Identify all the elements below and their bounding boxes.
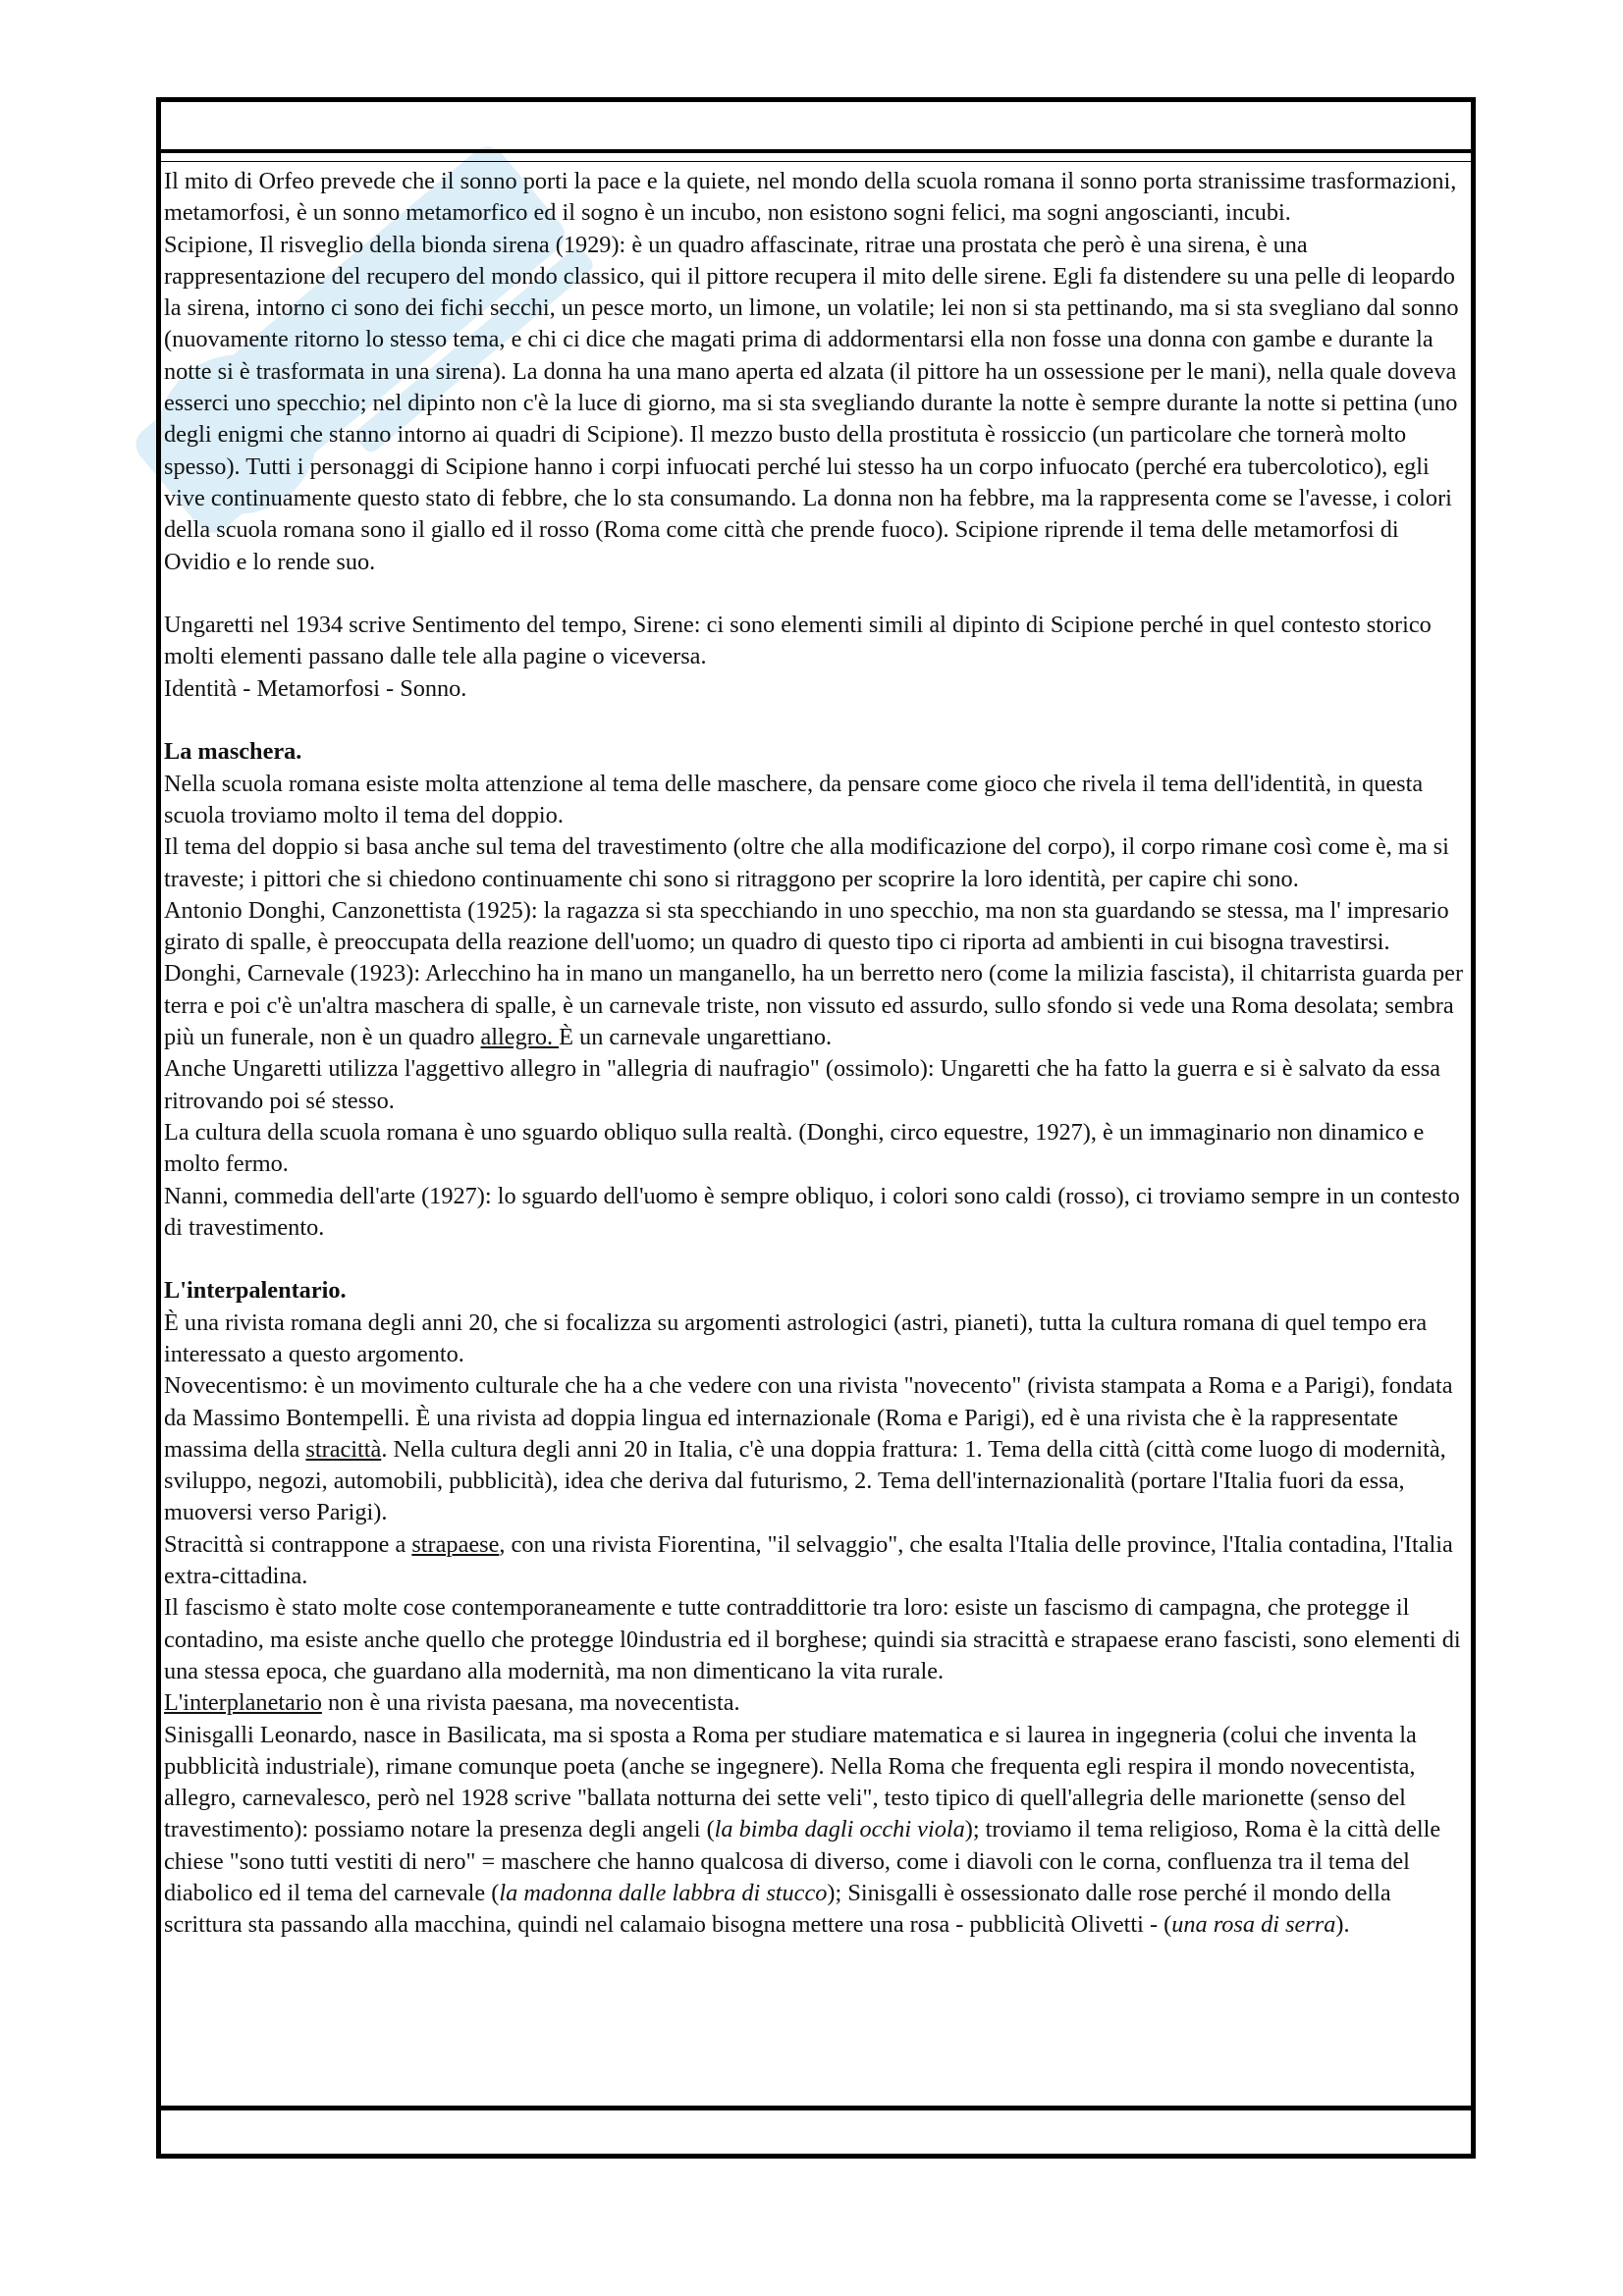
content-box — [161, 161, 1471, 2108]
paragraph: Novecentismo: è un movimento culturale che ha a che vedere con una rivista "novecento" (rivista stampata a Roma e a Parigi), fondata da Massimo Bontempelli. È una rivista ad doppia lingua ed internazionale (Roma e Parigi), ed è una rivista che è la rappresentate massima della stracittà. Nella cultura degli anni 20 in Italia, c'è una doppia frattura: 1. Tema della città (città come luogo di modernità, sviluppo, negozi, automobili, pubblicità), idea che deriva dal futurismo, 2. Tema dell'internazionalità (portare l'Italia fuori da essa, muoversi verso Parigi). — [164, 1372, 1453, 1526]
paragraph: Ungaretti nel 1934 scrive Sentimento del tempo, Sirene: ci sono elementi simili al dipinto di Scipione perché in quel contesto storico molti elementi passano dalle tele alla pagine o viceversa. — [164, 612, 1432, 670]
underlined-word: L'interplanetario — [164, 1689, 322, 1717]
italic-title: la bimba dagli occhi viola — [714, 1816, 965, 1843]
frame-header-band — [161, 102, 1471, 153]
frame-footer-band — [161, 2106, 1471, 2154]
section-heading-interpalentario: L'interpalentario. — [164, 1277, 347, 1305]
italic-title: la madonna dalle labbra di stucco — [499, 1880, 828, 1907]
paragraph: Identità - Metamorfosi - Sonno. — [164, 674, 467, 702]
paragraph: Sinisgalli Leonardo, nasce in Basilicata, ma si sposta a Roma per studiare matematica e si laurea in ingegneria (colui che inventa la pubblicità industriale), rimane comunque poeta (anche se ingegnere). Nella Roma che frequenta egli respira il mondo novecentista, allegro, carnevalesco, però nel 1928 scrive "ballata notturna dei sette veli", testo tipico di quell'allegria delle marionette (senso del travestimento): possiamo notare la presenza degli angeli (la bimba dagli occhi viola); troviamo il tema religioso, Roma è la città delle chiese "sono tutti vestiti di nero" = maschere che hanno qualcosa di diverso, come i diavoli con le corna, confluenza tra il tema del diabolico ed il tema del carnevale (la madonna dalle labbra di stucco); Sinisgalli è ossessionato dalle rose perché il mondo della scrittura sta passando alla macchina, quindi nel calamaio bisogna mettere una rosa - pubblicità Olivetti - (una rosa di serra). — [164, 1721, 1441, 1939]
paragraph: Il tema del doppio si basa anche sul tema del travestimento (oltre che alla modificazione del corpo), il corpo rimane così come è, ma si traveste; i pittori che si chiedono continuamente chi sono si ritraggono per scoprire la loro identità, per capire chi sono. — [164, 833, 1449, 892]
document-text — [161, 162, 1471, 1942]
paragraph: Anche Ungaretti utilizza l'aggettivo allegro in "allegria di naufragio" (ossimolo): Ungaretti che ha fatto la guerra e si è salvato da essa ritrovando poi sé stesso. — [164, 1055, 1441, 1114]
paragraph: L'interplanetario non è una rivista paesana, ma novecentista. — [164, 1689, 740, 1717]
underlined-word: allegro. — [480, 1024, 560, 1051]
paragraph: Antonio Donghi, Canzonettista (1925): la ragazza si sta specchiando in uno specchio, ma non sta guardando se stessa, ma l' impresario girato di spalle, è preoccupata della reazione dell'uomo; un quadro di questo tipo ci riporta ad ambienti in cui bisogna travestirsi. — [164, 896, 1449, 956]
paragraph: Donghi, Carnevale (1923): Arlecchino ha in mano un manganello, ha un berretto nero (come la milizia fascista), il chitarrista guarda per terra e poi c'è un'altra maschera di spalle, è un carnevale triste, non vissuto ed assurdo, sullo sfondo si vede una Roma desolata; sembra più un funerale, non è un quadro allegro. È un carnevale ungarettiano. — [164, 960, 1464, 1051]
paragraph: Nanni, commedia dell'arte (1927): lo sguardo dell'uomo è sempre obliquo, i colori sono caldi (rosso), ci troviamo sempre in un contesto di travestimento. — [164, 1182, 1460, 1241]
paragraph: Stracittà si contrappone a strapaese, con una rivista Fiorentina, "il selvaggio", che esalta l'Italia delle province, l'Italia contadina, l'Italia extra-cittadina. — [164, 1530, 1453, 1590]
paragraph: Il fascismo è stato molte cose contemporaneamente e tutte contraddittorie tra loro: esiste un fascismo di campagna, che protegge il contadino, ma esiste anche quello che protegge l0industria ed il borghese; quindi sia stracittà e strapaese erano fascisti, sono elementi di una stessa epoca, che guardano alla modernità, ma non dimenticano la vita rurale. — [164, 1594, 1461, 1684]
paragraph: Il mito di Orfeo prevede che il sonno porti la pace e la quiete, nel mondo della scuola romana il sonno porta stranissime trasformazioni, metamorfosi, è un sonno metamorfico ed il sogno è un incubo, non esistono sogni felici, ma sogni angoscianti, incubi. — [164, 168, 1457, 227]
paragraph: La cultura della scuola romana è uno sguardo obliquo sulla realtà. (Donghi, circo equestre, 1927), è un immaginario non dinamico e molto fermo. — [164, 1118, 1425, 1178]
paragraph: Nella scuola romana esiste molta attenzione al tema delle maschere, da pensare come gioco che rivela il tema dell'identità, in questa scuola troviamo molto il tema del doppio. — [164, 770, 1424, 828]
page-frame — [156, 97, 1476, 2159]
paragraph: È una rivista romana degli anni 20, che si focalizza su argomenti astrologici (astri, pianeti), tutta la cultura romana di quel tempo era interessato a questo argomento. — [164, 1308, 1428, 1367]
paragraph: Scipione, Il risveglio della bionda sirena (1929): è un quadro affascinate, ritrae una prostata che però è una sirena, è una rappresentazione del recupero del mondo classico, qui il pittore recupera il mito delle sirene. Egli fa distendere su una pelle di leopardo la sirena, intorno ci sono dei fichi secchi, un pesce morto, un limone, un volatile; lei non si sta pettinando, ma si sta svegliano dal sonno (nuovamente ritorno lo stesso tema, e chi ci dice che magati prima di addormentarsi ella non fosse una donna con gambe e durante la notte si è trasformata in una sirena). La donna ha una mano aperta ed alzata (il pittore ha un ossessione per le mani), nella quale doveva esserci uno specchio; nel dipinto non c'è la luce di giorno, ma si sta svegliando durante la notte è sempre durante la notte si pettina (uno degli enigmi che stanno intorno ai quadri di Scipione). Il mezzo busto della prostituta è rossiccio (un particolare che tornerà molto spesso). Tutti i personaggi di Scipione hanno i corpi infuocati perché lui stesso ha un corpo infuocato (perché era tubercolotico), egli vive continuamente questo stato di febbre, che lo sta consumando. La donna non ha febbre, ma la rappresenta come se l'avesse, i colori della scuola romana sono il giallo ed il rosso (Roma come città che prende fuoco). Scipione riprende il tema delle metamorfosi di Ovidio e lo rende suo. — [164, 231, 1459, 575]
section-heading-maschera: La maschera. — [164, 738, 302, 766]
italic-title: una rosa di serra — [1171, 1911, 1336, 1939]
underlined-word: stracittà — [305, 1435, 382, 1463]
underlined-word: strapaese — [411, 1530, 500, 1558]
